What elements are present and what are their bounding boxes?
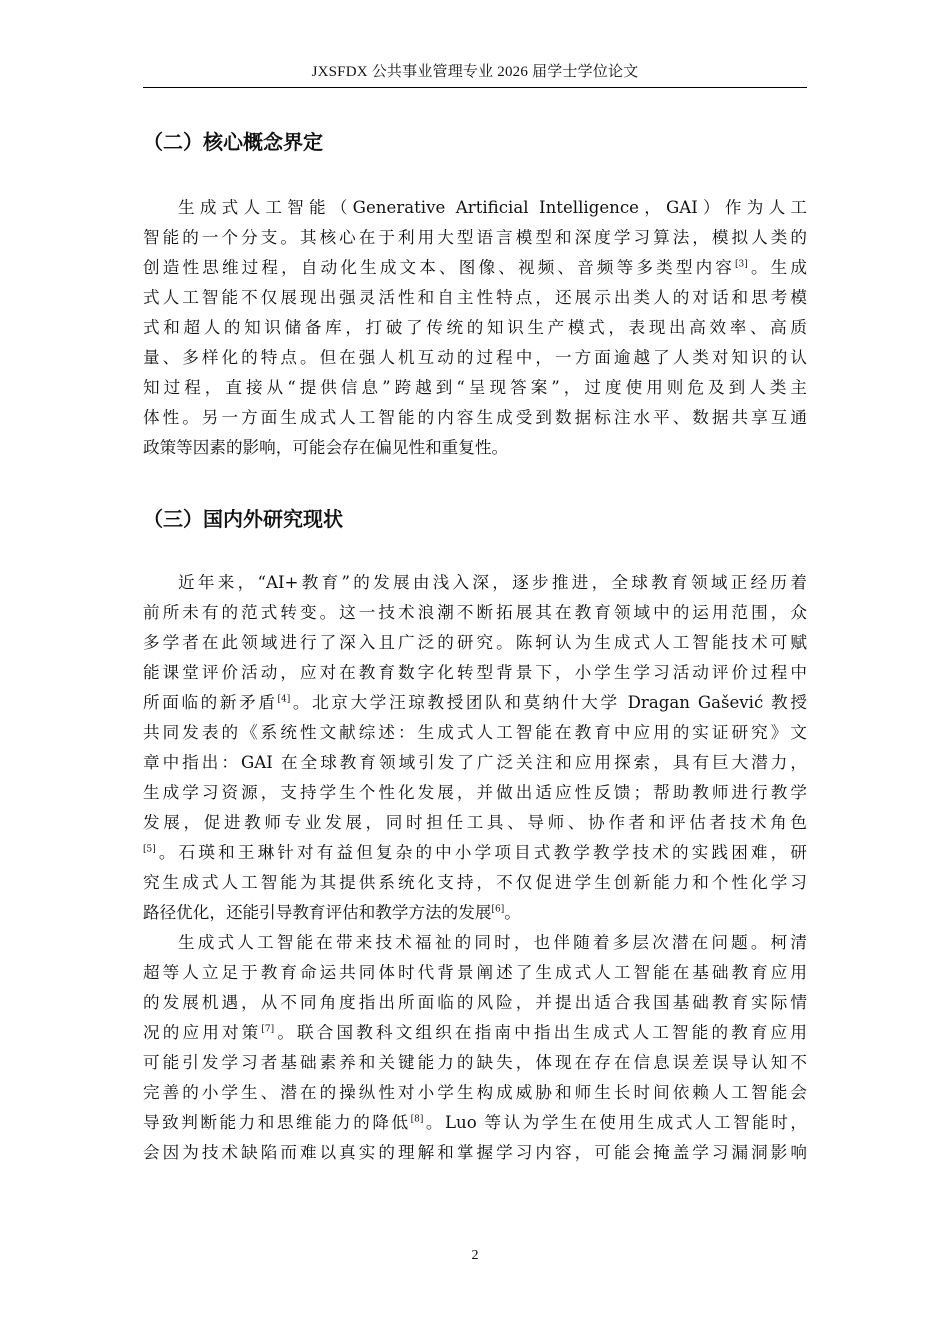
running-header: JXSFDX 公共事业管理专业 2026 届学士学位论文	[311, 64, 639, 80]
text-segment: 。联合国教科文组织在指南中指出生成式人工智能的教育应用	[274, 1023, 808, 1042]
citation-3: [3]	[735, 259, 748, 270]
text-segment: 。生成	[747, 258, 808, 277]
citation-6: [6]	[491, 904, 505, 915]
citation-8: [8]	[410, 1114, 424, 1125]
text-segment: 况的应用对策	[143, 1023, 262, 1042]
text-segment: 。	[504, 903, 521, 922]
section-heading-core-concepts: （二）核心概念界定	[143, 130, 323, 154]
text-line	[143, 898, 807, 928]
text-segment: 。北京大学汪琼教授团队和莫纳什大学 Dragan Gašević 教授	[290, 693, 807, 712]
text-line: 量、多样化的特点。但在强人机互动的过程中，一方面逾越了人类对知识的认	[143, 348, 807, 367]
text-segment: 所面临的新矛盾	[143, 693, 278, 712]
citation-4: [4]	[277, 694, 291, 705]
paragraph-gai-definition	[143, 193, 807, 463]
text-line	[143, 688, 807, 718]
citation-5: [5]	[143, 844, 156, 855]
section-heading-research-status: （三）国内外研究现状	[143, 507, 343, 531]
text-line: 能课堂评价活动，应对在教育数字化转型背景下，小学生学习活动评价过程中	[143, 663, 807, 682]
text-segment: 导致判断能力和思维能力的降低	[143, 1113, 411, 1132]
text-line: 超等人立足于教育命运共同体时代背景阐述了生成式人工智能在基础教育应用	[143, 963, 807, 982]
text-line: 式和超人的知识储备库，打破了传统的知识生产模式，表现出高效率、高质	[143, 318, 807, 337]
text-line: 可能引发学习者基础素养和关键能力的缺失，体现在存在信息误差误导认知不	[143, 1053, 807, 1072]
text-line: 多学者在此领域进行了深入且广泛的研究。陈轲认为生成式人工智能技术可赋	[143, 633, 807, 652]
text-segment: 路径优化，还能引导教育评估和教学方法的发展	[143, 903, 492, 922]
text-segment: 。石瑛和王琳针对有益但复杂的中小学项目式教学教学技术的实践困难，研	[155, 843, 807, 862]
text-line: 前所未有的范式转变。这一技术浪潮不断拓展其在教育领域中的运用范围，众	[143, 603, 807, 622]
text-line: 的发展机遇，从不同角度指出所面临的风险，并提出适合我国基础教育实际情	[143, 993, 807, 1012]
text-line: 生成学习资源，支持学生个性化发展，并做出适应性反馈；帮助教师进行教学	[143, 783, 807, 802]
paragraph-research-risks	[143, 928, 807, 1168]
text-line: 智能的一个分支。其核心在于利用大型语言模型和深度学习算法，模拟人类的	[143, 228, 807, 247]
text-line: 体性。另一方面生成式人工智能的内容生成受到数据标注水平、数据共享互通	[143, 408, 807, 427]
text-line: 究生成式人工智能为其提供系统化支持，不仅促进学生创新能力和个性化学习	[143, 873, 807, 892]
text-line	[143, 838, 807, 868]
text-segment: 创造性思维过程，自动化生成文本、图像、视频、音频等多类型内容	[143, 258, 736, 277]
citation-7: [7]	[261, 1024, 275, 1035]
text-line	[143, 1018, 807, 1048]
text-line: 共同发表的《系统性文献综述：生成式人工智能在教育中应用的实证研究》文	[143, 723, 807, 742]
paragraph-research-overview	[143, 568, 807, 928]
text-line: 生成式人工智能在带来技术福祉的同时，也伴随着多层次潜在问题。柯清	[178, 933, 807, 952]
text-line: 知过程，直接从“提供信息”跨越到“呈现答案”，过度使用则危及到人类主	[143, 378, 807, 397]
text-segment: 。Luo 等认为学生在使用生成式人工智能时，	[423, 1113, 807, 1132]
text-line: 生成式人工智能（Generative Artificial Intelligence，GAI）作为人工	[178, 198, 807, 217]
text-line: 发展，促进教师专业发展，同时担任工具、导师、协作者和评估者技术角色	[143, 813, 807, 832]
text-line: 完善的小学生、潜在的操纵性对小学生构成威胁和师生长时间依赖人工智能会	[143, 1083, 807, 1102]
page-number: 2	[471, 1248, 479, 1263]
text-line: 近年来，“AI+教育”的发展由浅入深，逐步推进，全球教育领域正经历着	[178, 573, 807, 592]
header-rule	[143, 87, 807, 88]
text-line: 章中指出：GAI 在全球教育领域引发了广泛关注和应用探索，具有巨大潜力，	[143, 753, 807, 772]
text-line: 会因为技术缺陷而难以真实的理解和掌握学习内容，可能会掩盖学习漏洞影响	[143, 1143, 807, 1162]
text-line	[143, 253, 807, 283]
text-line	[143, 1108, 807, 1138]
text-line: 式人工智能不仅展现出强灵活性和自主性特点，还展示出类人的对话和思考模	[143, 288, 807, 307]
text-line: 政策等因素的影响，可能会存在偏见性和重复性。	[143, 438, 509, 457]
